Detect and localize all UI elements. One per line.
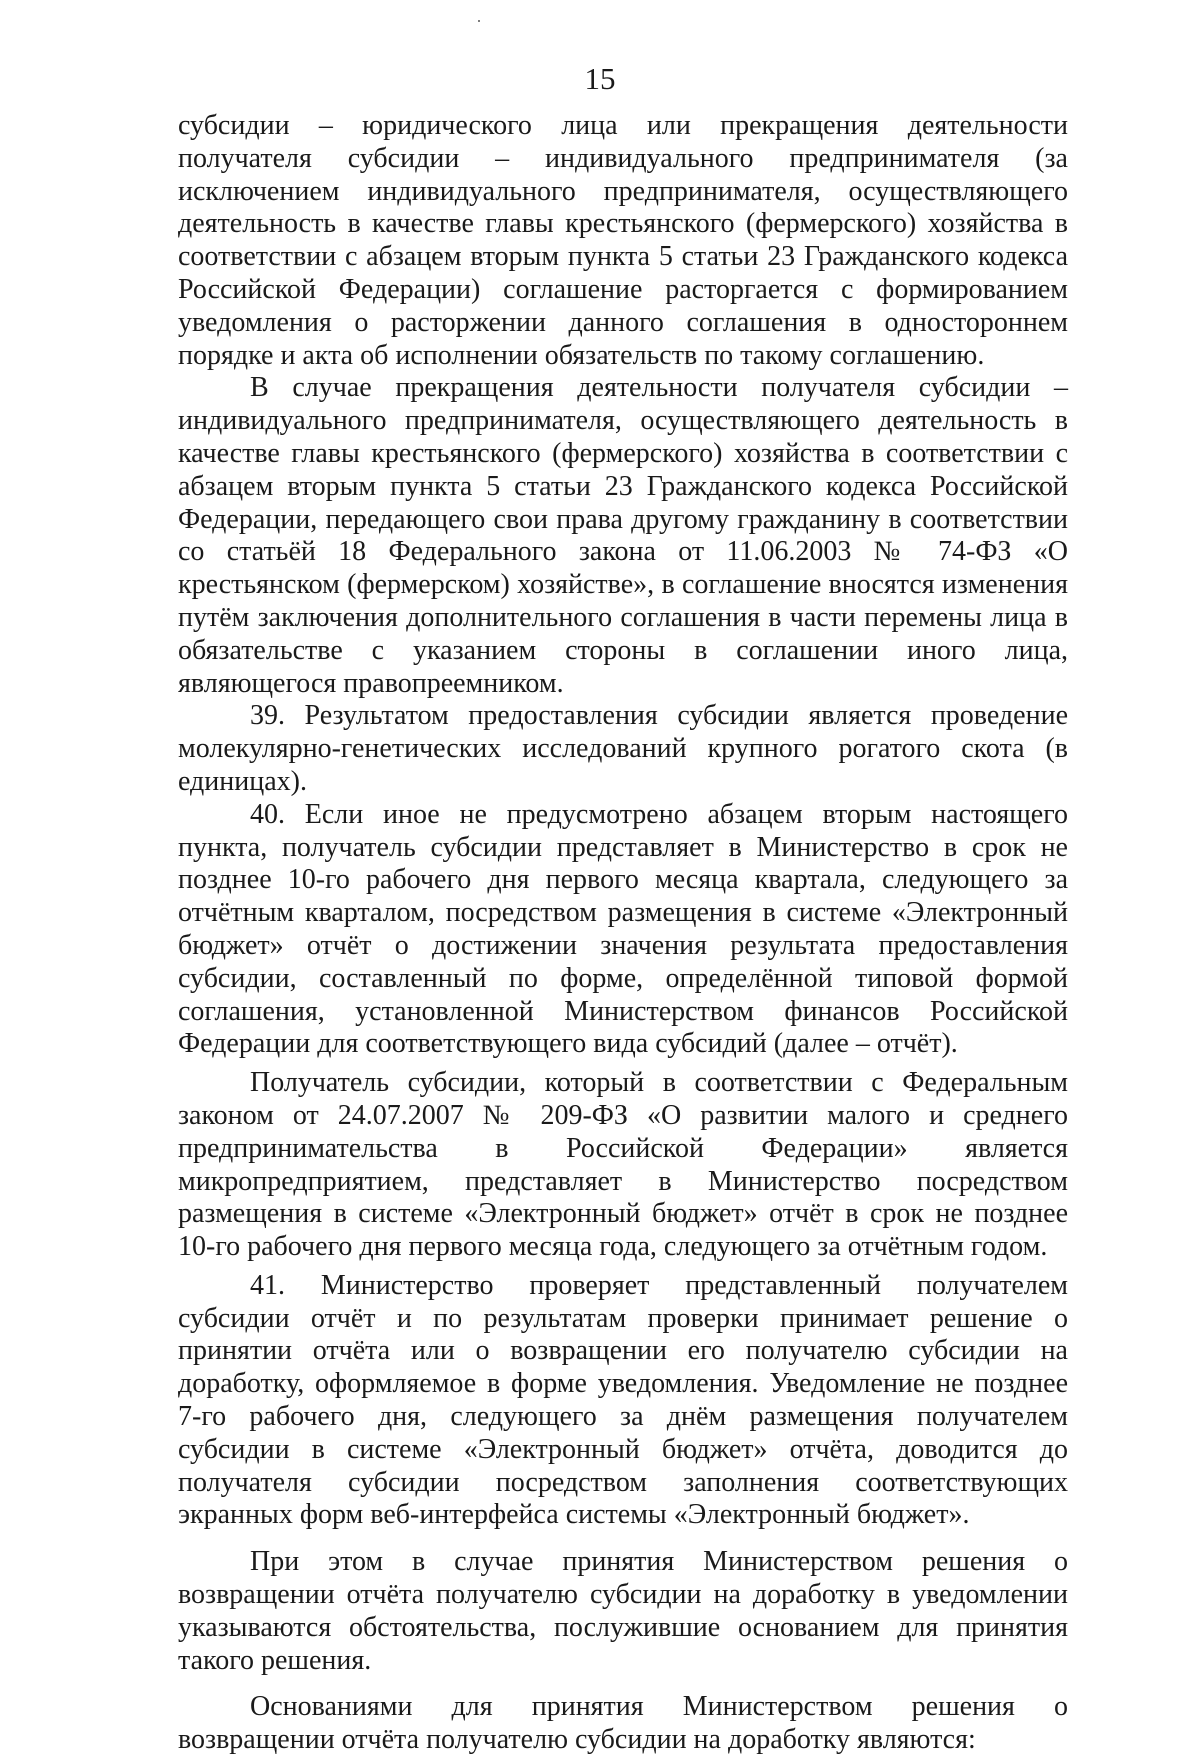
paragraph-41-return-grounds: Основаниями для принятия Министерством решения о возвращении отчёта получателю субсидии на доработку являются: xyxy=(178,1691,1068,1756)
paragraph-40-microenterprise: Получатель субсидии, который в соответствии с Федеральным законом от 24.07.2007 № 209-ФЗ «О развитии малого и среднего предпринимательства в Российской Федерации» является микропредприятием, представляет в Министерство посредством размещения в системе «Электронный бюджет» отчёт в срок не позднее 10-го рабочего дня первого месяца года, следующего за отчётным годом. xyxy=(178,1067,1068,1263)
paragraph-farm-succession: В случае прекращения деятельности получателя субсидии – индивидуального предпринимателя, осуществляющего деятельность в качестве главы крестьянского (фермерского) хозяйства в соответствии с абзацем вторым пункта 5 статьи 23 Гражданского кодекса Российской Федерации, передающего свои права другому гражданину в соответствии со статьёй 18 Федерального закона от 11.06.2003 № 74-ФЗ «О крестьянском (фермерском) хозяйстве», в соглашение вносятся изменения путём заключения дополнительного соглашения в части перемены лица в обязательстве с указанием стороны в соглашении иного лица, являющегося правопреемником. xyxy=(178,372,1068,699)
document-body xyxy=(178,110,1068,1757)
scan-speck xyxy=(478,20,480,22)
paragraph-continuation: субсидии – юридического лица или прекращения деятельности получателя субсидии – индивидуального предпринимателя (за исключением индивидуального предпринимателя, осуществляющего деятельность в качестве главы крестьянского (фермерского) хозяйства в соответствии с абзацем вторым пункта 5 статьи 23 Гражданского кодекса Российской Федерации) соглашение расторгается с формированием уведомления о расторжении данного соглашения в одностороннем порядке и акта об исполнении обязательств по такому соглашению. xyxy=(178,110,1068,371)
paragraph-41-return-circumstances: При этом в случае принятия Министерством решения о возвращении отчёта получателю субсидии на доработку в уведомлении указываются обстоятельства, послужившие основанием для принятия такого решения. xyxy=(178,1546,1068,1676)
paragraph-40-report: 40. Если иное не предусмотрено абзацем вторым настоящего пункта, получатель субсидии представляет в Министерство в срок не позднее 10-го рабочего дня первого месяца квартала, следующего за отчётным кварталом, посредством размещения в системе «Электронный бюджет» отчёт о достижении значения результата предоставления субсидии, составленный по форме, определённой типовой формой соглашения, установленной Министерством финансов Российской Федерации для соответствующего вида субсидий (далее – отчёт). xyxy=(178,798,1068,1060)
paragraph-39-result: 39. Результатом предоставления субсидии является проведение молекулярно-генетических исследований крупного рогатого скота (в единицах). xyxy=(178,700,1068,797)
page-number: 15 xyxy=(584,61,616,96)
paragraph-41-review: 41. Министерство проверяет представленный получателем субсидии отчёт и по результатам проверки принимает решение о принятии отчёта или о возвращении его получателю субсидии на доработку, оформляемое в форме уведомления. Уведомление не позднее 7-го рабочего дня, следующего за днём размещения получателем субсидии в системе «Электронный бюджет» отчёта, доводится до получателя субсидии посредством заполнения соответствующих экранных форм веб-интерфейса системы «Электронный бюджет». xyxy=(178,1269,1068,1531)
